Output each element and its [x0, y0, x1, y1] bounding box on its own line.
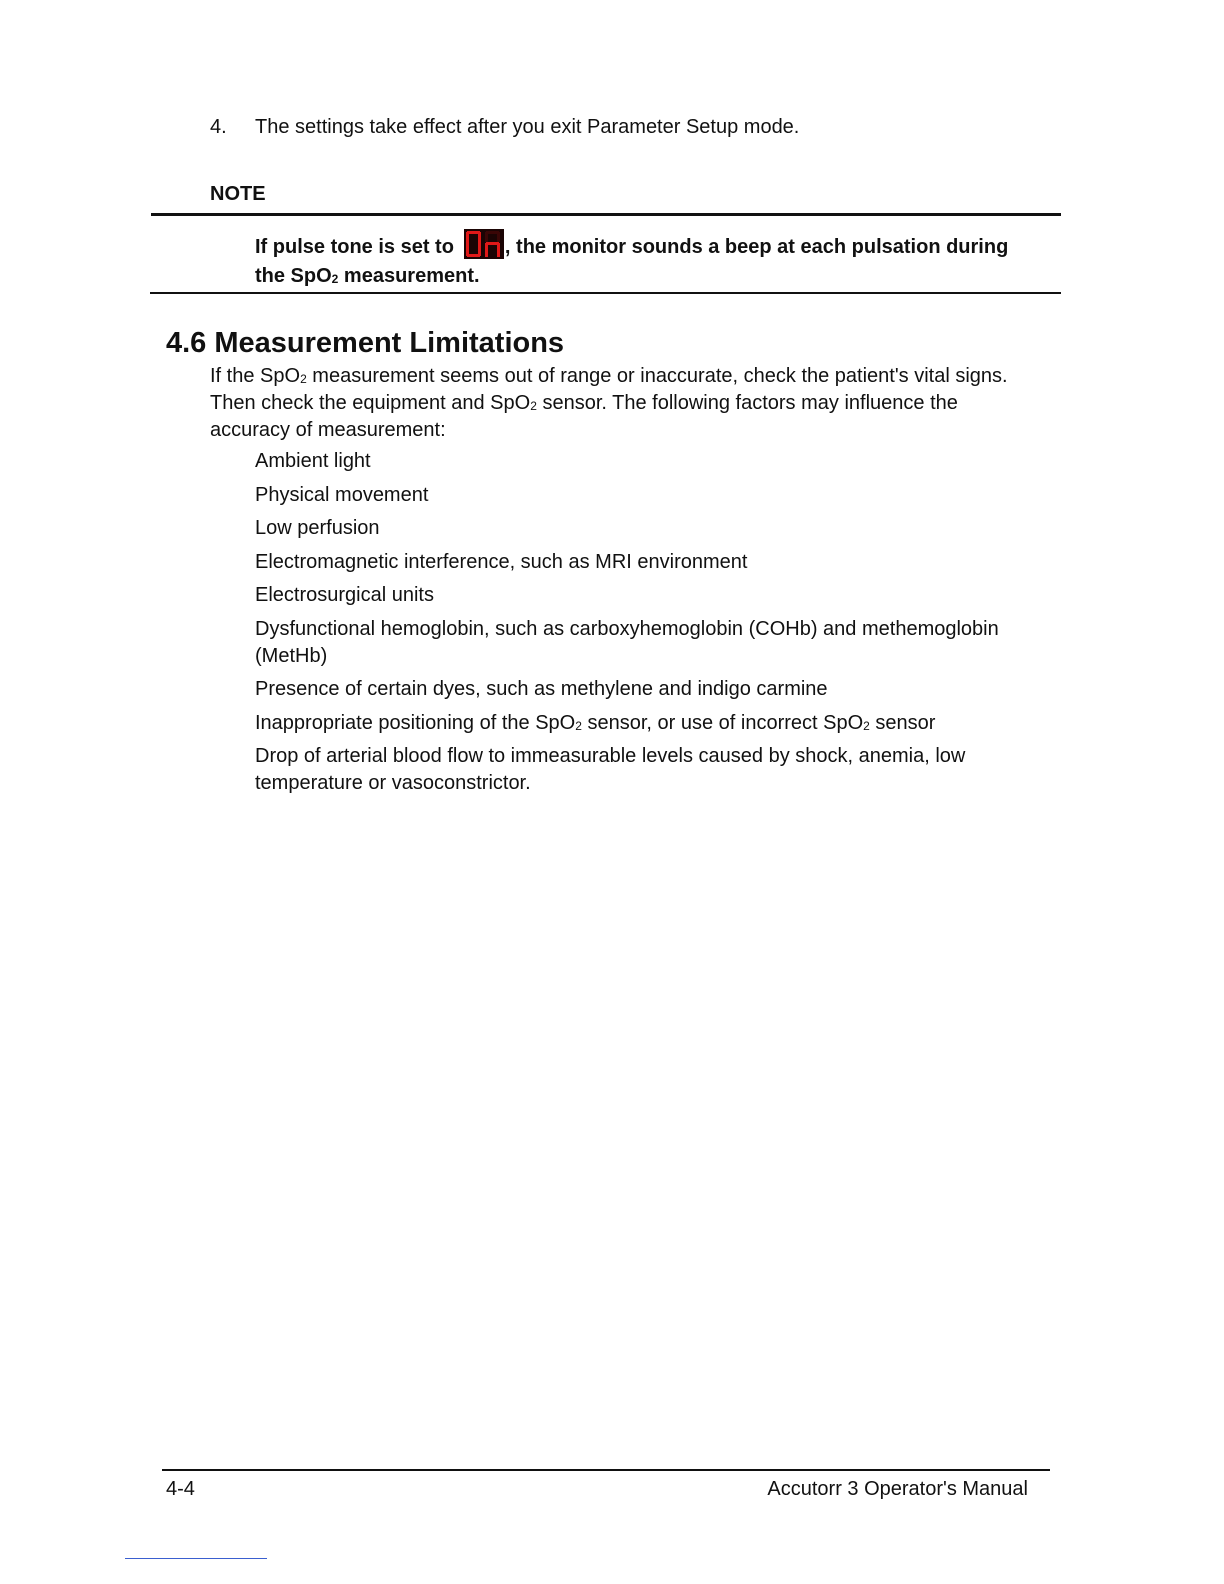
intro-l2-a: Then check the equipment and SpO — [210, 392, 531, 414]
list-item: Electromagnetic interference, such as MRI environment — [255, 550, 748, 573]
intro-l1-a: If the SpO — [210, 365, 301, 387]
f8-c: sensor — [869, 711, 936, 734]
manual-title: Accutorr 3 Operator's Manual — [767, 1478, 1028, 1500]
list-item — [255, 710, 1055, 737]
f8-a: Inappropriate positioning of the SpO — [255, 711, 576, 734]
note-text-start: If pulse tone is set to — [255, 236, 454, 258]
f8-b: sensor, or use of incorrect SpO — [581, 711, 864, 734]
list-item: Ambient light — [255, 450, 371, 472]
link-underline[interactable] — [125, 1558, 267, 1559]
intro-line-1 — [210, 363, 1055, 390]
note-text-line2-a: the SpO — [255, 265, 332, 287]
list-item: Low perfusion — [255, 517, 380, 539]
list-item: Electrosurgical units — [255, 584, 434, 606]
intro-line-3: accuracy of measurement: — [210, 419, 446, 441]
step-4 — [210, 113, 799, 141]
intro-l1-b: measurement seems out of range or inaccurate, check the patient's vital signs. — [306, 365, 1008, 387]
note-label: NOTE — [210, 183, 266, 205]
intro-l1-sub: 2 — [300, 372, 307, 386]
step-number: 4. — [210, 116, 227, 138]
note-text-end: , the monitor sounds a beep at each pulsation during — [504, 236, 1009, 258]
note-body — [255, 229, 1045, 291]
note-bottom-rule — [150, 292, 1061, 294]
intro-l2-b: sensor. The following factors may influence the — [536, 392, 958, 414]
intro-line-2 — [210, 390, 1055, 417]
list-item: Presence of certain dyes, such as methylene and indigo carmine — [255, 678, 828, 700]
section-title: 4.6 Measurement Limitations — [166, 327, 565, 359]
f8-sub1: 2 — [575, 718, 582, 733]
footer-rule — [162, 1469, 1050, 1471]
factor-list — [255, 448, 1055, 804]
note-top-rule — [151, 213, 1061, 216]
page-number: 4-4 — [166, 1478, 195, 1500]
note-subscript: 2 — [331, 272, 339, 286]
list-item: Drop of arterial blood flow to immeasurable levels caused by shock, anemia, low temperature or vasoconstrictor. — [255, 745, 966, 794]
section-intro — [210, 363, 1055, 444]
list-item: Dysfunctional hemoglobin, such as carboxyhemoglobin (COHb) and methemoglobin (MetHb) — [255, 617, 999, 667]
on-lcd-icon — [464, 229, 504, 259]
step-text: The settings take effect after you exit Parameter Setup mode. — [255, 116, 800, 138]
note-text-line2-b: measurement. — [338, 265, 480, 287]
f8-sub2: 2 — [863, 718, 870, 733]
intro-l2-sub: 2 — [530, 399, 537, 413]
list-item: Physical movement — [255, 483, 429, 506]
